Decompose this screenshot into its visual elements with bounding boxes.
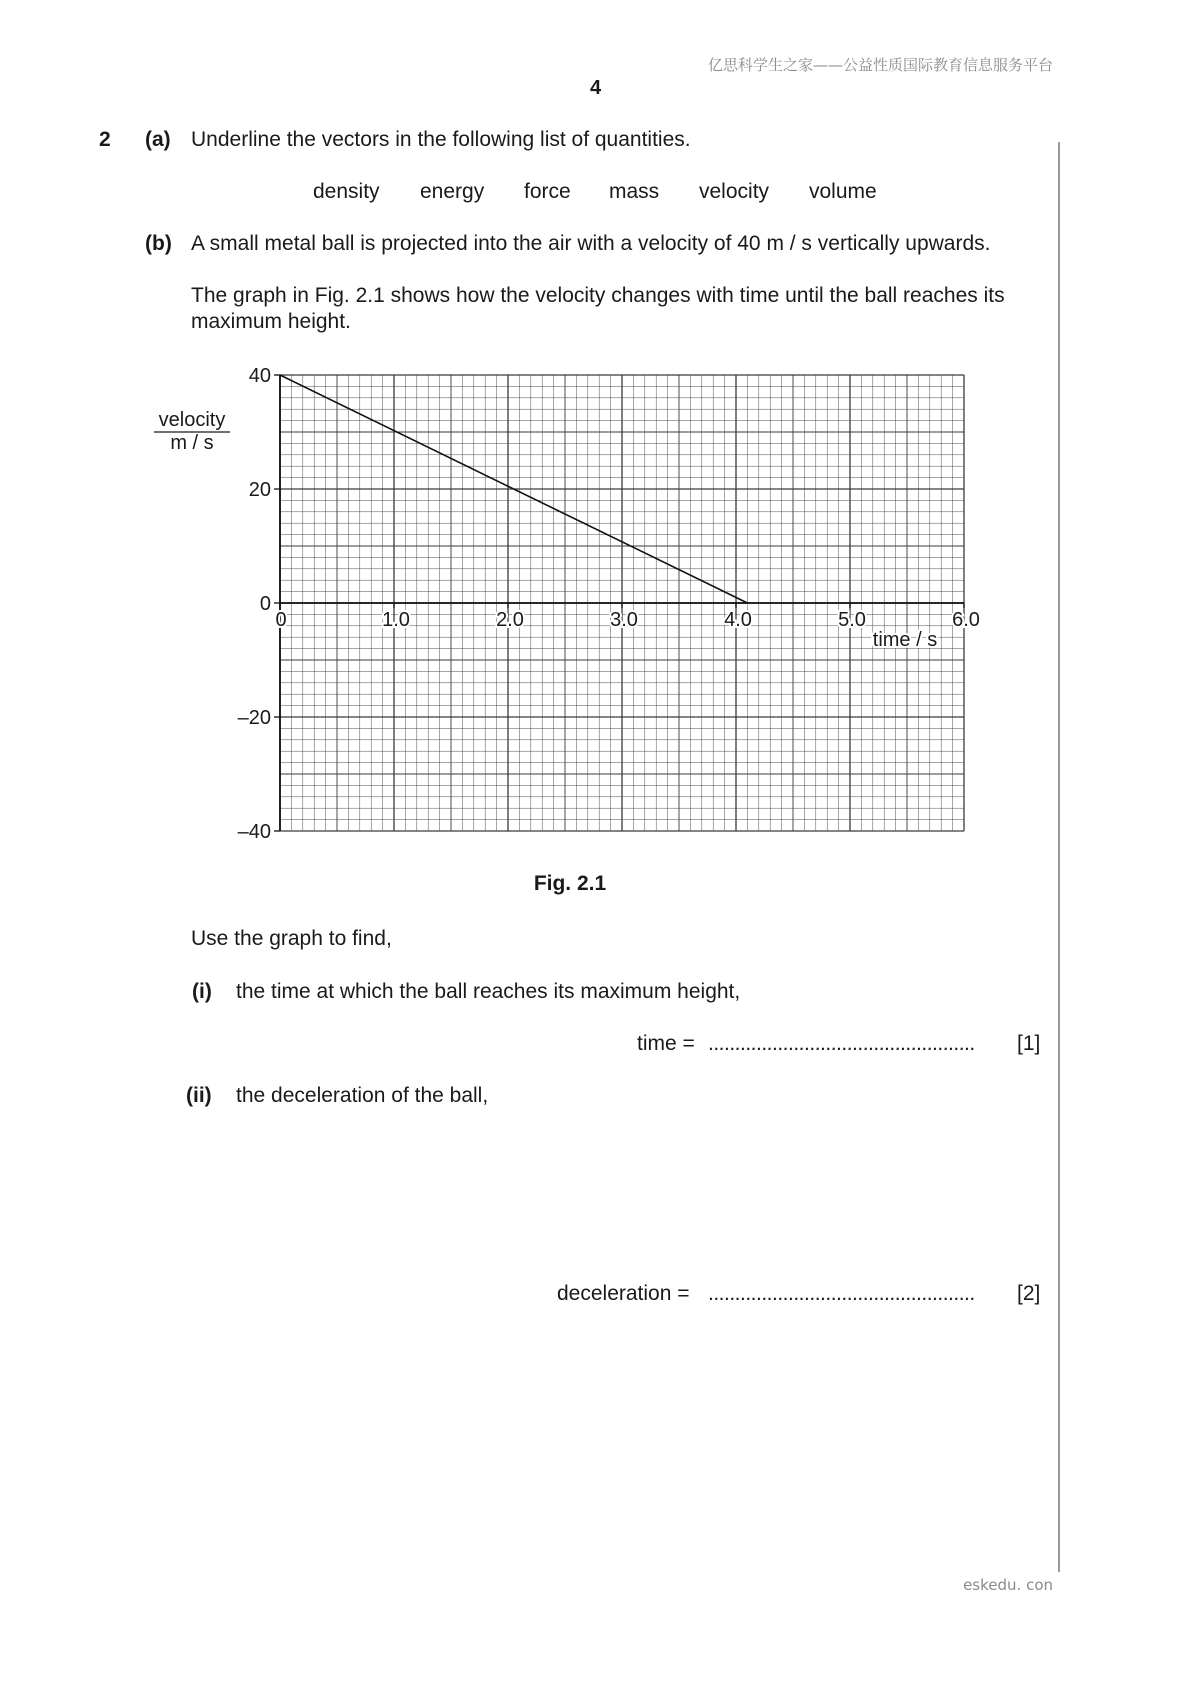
part-b-text: A small metal ball is projected into the air with a velocity of 40 m / s vertically upwards. [191, 232, 991, 255]
y-axis-label-bottom: m / s [170, 432, 214, 454]
deceleration-answer-label: deceleration = [557, 1282, 690, 1305]
sub-i-marks: [1] [1017, 1032, 1041, 1055]
deceleration-answer-field[interactable]: .................................................. [708, 1282, 975, 1305]
y-tick-label: 0 [259, 593, 271, 615]
x-tick-label: 1.0 [382, 609, 410, 631]
sub-i-label: (i) [192, 980, 212, 1003]
x-tick-label: 2.0 [496, 609, 524, 631]
sub-i-text: the time at which the ball reaches its maximum height, [236, 980, 741, 1003]
quantity-volume: volume [809, 180, 877, 203]
x-tick-label: 6.0 [952, 609, 980, 631]
y-tick-label: –20 [237, 707, 271, 729]
y-tick-label: –40 [237, 821, 271, 843]
page-number: 4 [589, 77, 602, 99]
question-number: 2 [99, 128, 111, 151]
graph-intro-line2: maximum height. [191, 310, 351, 333]
graph-tick-labels [238, 365, 980, 843]
x-tick-label: 4.0 [724, 609, 752, 631]
footer-site-text: eskedu. con [963, 1576, 1053, 1594]
figure-caption: Fig. 2.1 [533, 872, 607, 895]
quantity-force: force [524, 180, 571, 203]
quantity-energy: energy [420, 180, 485, 203]
sub-ii-label: (ii) [186, 1084, 212, 1107]
y-tick-label: 20 [248, 479, 271, 501]
part-a-label: (a) [145, 128, 171, 151]
x-axis-label: time / s [872, 629, 938, 651]
y-axis-label-top: velocity [158, 409, 226, 431]
part-a-text: Underline the vectors in the following list of quantities. [191, 128, 691, 151]
x-tick-label: 5.0 [838, 609, 866, 631]
time-answer-label: time = [637, 1032, 695, 1055]
sub-ii-text: the deceleration of the ball, [236, 1084, 489, 1107]
use-graph-text: Use the graph to find, [191, 927, 392, 950]
y-tick-label: 40 [248, 365, 271, 387]
graph-intro-line1: The graph in Fig. 2.1 shows how the velocity changes with time until the ball reaches its [191, 284, 1005, 307]
x-tick-label: 3.0 [610, 609, 638, 631]
quantity-density: density [313, 180, 380, 203]
part-b-label: (b) [145, 232, 172, 255]
quantity-mass: mass [609, 180, 660, 203]
x-tick-label: 0 [275, 609, 287, 631]
sub-ii-marks: [2] [1017, 1282, 1041, 1305]
quantity-velocity: velocity [699, 180, 770, 203]
header-site-text: 亿思科学生之家——公益性质国际教育信息服务平台 [707, 56, 1053, 74]
time-answer-field[interactable]: .................................................. [708, 1032, 975, 1055]
